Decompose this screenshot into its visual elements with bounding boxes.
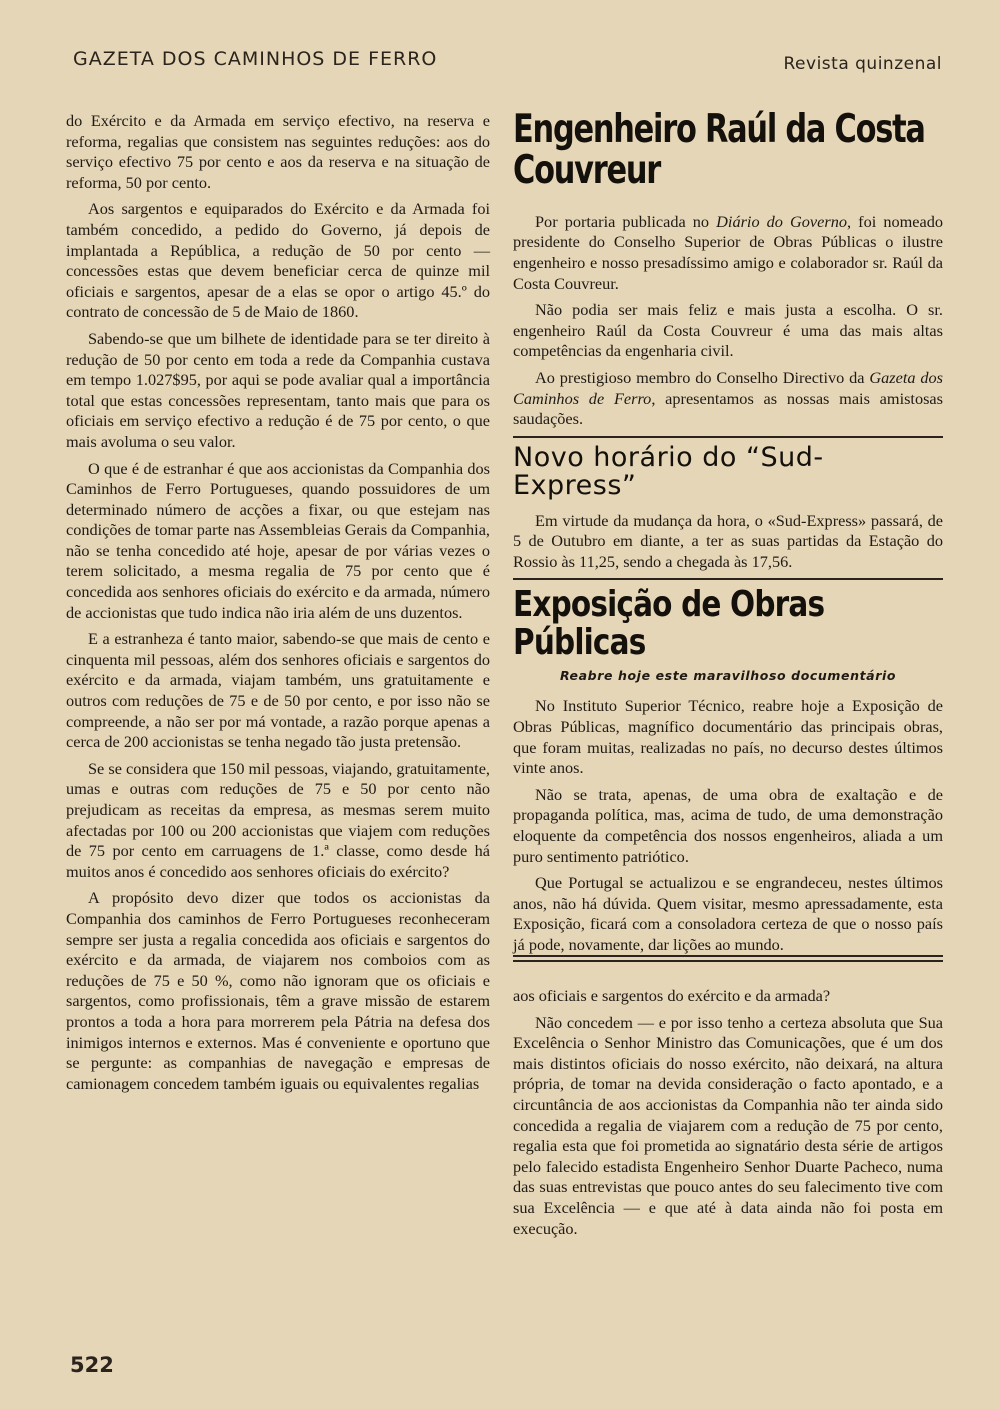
publication-name: Gazeta dos Caminhos de Ferro: [513, 368, 943, 408]
divider: [513, 578, 943, 580]
right-column-continuation: [513, 986, 943, 1245]
paragraph: No Instituto Superior Técnico, reabre hoje a Exposição de Obras Públicas, magnífico documentário das principais obras, que foram muitas, realizadas no país, no decurso destes últimos vinte anos.: [513, 696, 943, 778]
left-column: [66, 111, 490, 1100]
paragraph: O que é de estranhar é que aos accionistas da Companhia dos Caminhos de Ferro Portugueses, quando possuidores de um determinado número de acções a fixar, ou que estejam nas condições de tomar parte nas Assembleias Gerais da Companhia, não se tenha concedido até hoje, apesar de por várias vezes o terem solicitado, a mesma regalia de 75 por cento que é concedida aos senhores oficiais do exército e da armada, número de accionistas que tudo indica não iria além de uns duzentos.: [66, 458, 490, 622]
paragraph: [513, 212, 943, 294]
text: , apresentamos as nossas mais amistosas saudações.: [513, 388, 943, 429]
paragraph: Que Portugal se actualizou e se engrandeceu, nestes últimos anos, não há dúvida. Quem visitar, mesmo apressadamente, esta Exposição, ficará com a consoladora certeza de que o nosso país já pode, novamente, dar lições ao mundo.: [513, 873, 943, 954]
paragraph: A propósito devo dizer que todos os accionistas da Companhia dos caminhos de Ferro Portugueses reconheceram sempre ser justa a regalia concedida aos oficiais e sargentos do exército e da armada, de viajarem nos comboios com as reduções de 75 e 50 %, como não ignoram que os oficiais e sargentos, como profissionais, têm a grave missão de estarem prontos a toda a hora para morrerem pela Pátria na defesa dos inimigos internos e externos. Mas é conveniente e oportuno que se pergunte: as companhias de navegação e empresas de camionagem concedem também iguais ou equivalentes regalias: [66, 888, 490, 1093]
divider: [513, 436, 943, 438]
paragraph: Sabendo-se que um bilhete de identidade para se ter direito à redução de 50 por cento em toda a rede da Companhia custava em tempo 1.027$95, por aqui se pode avaliar qual a importância total que estas concessões representam, tanto mais que para os oficiais em serviço efectivo a redução é de 75 por cento, o que mais avoluma o seu valor.: [66, 328, 490, 451]
page-number: 522: [70, 1353, 114, 1377]
paragraph: E a estranheza é tanto maior, sabendo-se que mais de cento e cinquenta mil pessoas, além dos senhores oficiais e sargentos do exército e da armada, viajam também, uns gratuitamente e outros com reduções de 75 e de 50 por cento, e por isso não se compreende, a não ser por má vontade, a razão porque apenas a cerca de 200 accionistas se tenha negado tão justa pretensão.: [66, 629, 490, 752]
article-couvreur: [513, 107, 944, 430]
publication-name: Diário do Governo: [716, 211, 847, 231]
divider-line: [513, 955, 943, 957]
text: Por portaria publicada no: [535, 211, 717, 231]
article-exposicao: [513, 586, 943, 955]
text: Ao prestigioso membro do Conselho Directivo da: [535, 368, 870, 388]
article-title: Exposição de Obras Públicas: [513, 584, 825, 664]
paragraph: Aos sargentos e equiparados do Exército e da Armada foi também concedido, a pedido do Governo, já depois de implantada a República, a redução de 50 por cento — concessões estas que devem beneficiar cerca de quinze mil oficiais e sargentos, apesar de a elas se opor o artigo 45.º do contrato de concessão de 5 de Maio de 1860.: [66, 199, 490, 322]
divider-line: [513, 960, 943, 962]
paragraph: Não se trata, apenas, de uma obra de exaltação e de propaganda política, mas, acima de tudo, de uma demonstração eloquente da competência dos nossos engenheiros, aliada a um puro sentimento patriótico.: [513, 784, 943, 866]
journal-subtitle: Revista quinzenal: [783, 54, 942, 74]
article-sud-express: [513, 441, 943, 572]
paragraph: do Exército e da Armada em serviço efectivo, na reserva e reforma, regalias que consistem nas seguintes reduções: aos do serviço efectivo 75 por cento e aos da reserva e na situação de reforma, 50 por cento.: [66, 111, 490, 192]
article-title: Engenheiro Raúl da Costa Couvreur: [513, 107, 925, 193]
right-column-top: [513, 107, 944, 962]
paragraph: Se se considera que 150 mil pessoas, viajando, gratuitamente, umas e outras com reduções de 75 e 50 por cento não prejudicam as receitas da empresa, as mesmas serem muito afectadas por 100 ou 200 accionistas que viajem com reduções de 75 por cento em carruagens de 1.ª classe, como desde há muitos anos é concedido aos senhores oficiais do exército?: [66, 758, 490, 881]
paragraph: Não podia ser mais feliz e mais justa a escolha. O sr. engenheiro Raúl da Costa Couvreur é uma das mais altas competências da engenharia civil.: [513, 300, 943, 361]
text: , foi nomeado presidente do Conselho Superior de Obras Públicas o ilustre engenheiro e nosso presadíssimo amigo e colaborador sr. Raúl da Costa Couvreur.: [513, 211, 944, 293]
double-divider: [513, 955, 943, 965]
paragraph: Não concedem — e por isso tenho a certeza absoluta que Sua Excelência o Senhor Ministro das Comunicações, que é um dos mais distintos oficiais do nosso exército, não deixará, na altura própria, de tomar na devida consideração o facto apontado, e a circuntância de aos accionistas da Companhia não ter ainda sido concedida a regalia de viajarem com a redução de 75 por cento, regalia esta que foi prometida ao signatário desta série de artigos pelo falecido estadista Engenheiro Senhor Duarte Pacheco, numa das suas entrevistas que pouco antes do seu falecimento tive com sua Excelência — e que até à data ainda não foi posta em execução.: [513, 1012, 943, 1238]
paragraph: aos oficiais e sargentos do exército e da armada?: [513, 986, 831, 1005]
article-subtitle: Reabre hoje este maravilhoso documentário: [559, 667, 897, 683]
paragraph: [513, 368, 943, 430]
journal-title: GAZETA DOS CAMINHOS DE FERRO: [73, 48, 438, 70]
paragraph: Em virtude da mudança da hora, o «Sud-Express» passará, de 5 de Outubro em diante, a ter as suas partidas da Estação do Rossio às 11,25, sendo a chegada às 17,56.: [513, 510, 943, 571]
article-title: Novo horário do “Sud-Express”: [513, 441, 824, 502]
